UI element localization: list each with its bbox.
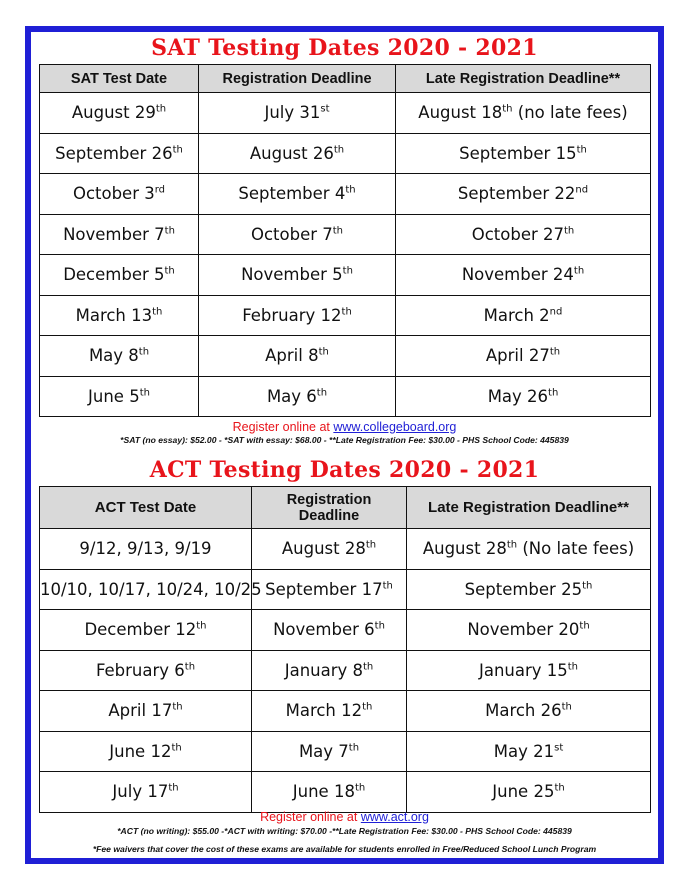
ordinal-suffix: th [502, 103, 513, 115]
sat-cell-late-deadline [396, 336, 651, 377]
ordinal-suffix: th [196, 620, 207, 632]
cell-text: August 18 [418, 103, 503, 123]
ordinal-suffix: nd [575, 184, 589, 196]
table-row [40, 772, 651, 813]
act-cell-late-deadline [407, 772, 651, 813]
sat-register-line [31, 420, 658, 434]
sat-cell-registration-deadline [199, 295, 396, 336]
ordinal-suffix: th [362, 701, 373, 713]
ordinal-suffix: th [582, 580, 593, 592]
ordinal-suffix: th [567, 661, 579, 673]
ordinal-suffix: th [354, 782, 366, 794]
sat-cell-registration-deadline [199, 133, 396, 174]
cell-text: February 12 [242, 305, 342, 325]
ordinal-suffix: th [184, 661, 196, 673]
cell-text: September 26 [55, 143, 173, 163]
sat-cell-test-date [40, 255, 199, 296]
ordinal-suffix: th [342, 265, 353, 277]
cell-text: August 26 [249, 143, 334, 163]
ordinal-suffix: th [554, 782, 565, 794]
sat-cell-test-date [40, 336, 199, 377]
ordinal-suffix: th [171, 742, 182, 754]
cell-text: September 17 [265, 579, 383, 599]
table-row [40, 336, 651, 377]
act-register-line [31, 810, 658, 824]
cell-text: June 12 [109, 741, 172, 761]
cell-text: November 5 [241, 265, 343, 285]
sat-title: SAT Testing Dates 2020 - 2021 [151, 35, 538, 61]
ordinal-suffix: th [576, 144, 587, 156]
act-cell-test-date [40, 610, 252, 651]
cell-text: January 8 [284, 660, 364, 680]
cell-note: (No late fees) [517, 539, 635, 559]
cell-text: April 27 [485, 346, 550, 366]
cell-text: November 24 [461, 265, 574, 285]
ordinal-suffix: th [168, 782, 179, 794]
ordinal-suffix: th [341, 306, 352, 318]
act-header-test-date: ACT Test Date [40, 487, 252, 529]
cell-text: May 6 [266, 386, 317, 406]
cell-text: August 29 [71, 103, 156, 123]
cell-text: July 31 [264, 103, 321, 123]
cell-text: February 6 [95, 660, 185, 680]
act-cell-test-date [40, 650, 252, 691]
cell-text: April 8 [265, 346, 319, 366]
sat-cell-registration-deadline [199, 174, 396, 215]
ordinal-suffix: rd [154, 184, 166, 196]
act-cell-test-date [40, 529, 252, 570]
ordinal-suffix: th [333, 144, 345, 156]
ordinal-suffix: th [548, 387, 559, 399]
table-row [40, 569, 651, 610]
sat-cell-late-deadline [396, 214, 651, 255]
cell-text: March 13 [75, 305, 153, 325]
act-cell-late-deadline [407, 610, 651, 651]
act-register-link[interactable]: www.act.org [360, 810, 429, 824]
fee-waiver-note: *Fee waivers that cover the cost of these exams are available for students enrolled in Free/Reduced School Lunch Program [92, 844, 597, 854]
ordinal-suffix: th [139, 387, 150, 399]
act-cell-registration-deadline [252, 610, 407, 651]
act-cell-test-date [40, 731, 252, 772]
act-header-late-registration-deadline: Late Registration Deadline** [407, 487, 651, 529]
ordinal-suffix: th [573, 265, 585, 277]
sat-cell-late-deadline [396, 174, 651, 215]
sat-register-text: Register online at [232, 420, 334, 434]
sat-register-link[interactable]: www.collegeboard.org [333, 420, 457, 434]
act-cell-registration-deadline [252, 650, 407, 691]
cell-text: September 22 [457, 184, 576, 204]
ordinal-suffix: th [579, 620, 590, 632]
cell-text: June 18 [292, 782, 355, 802]
sat-cell-late-deadline [396, 376, 651, 417]
act-register-text: Register online at [260, 810, 361, 824]
table-row [40, 610, 651, 651]
ordinal-suffix: st [554, 742, 564, 754]
sat-cell-registration-deadline [199, 214, 396, 255]
cell-text: November 20 [467, 620, 580, 640]
table-row [40, 650, 651, 691]
table-row [40, 93, 651, 134]
cell-text: 10/10, 10/17, 10/24, 10/25 [40, 579, 262, 599]
act-cell-late-deadline [407, 569, 651, 610]
ordinal-suffix: th [316, 387, 328, 399]
ordinal-suffix: st [320, 103, 330, 115]
sat-cell-test-date [40, 133, 199, 174]
ordinal-suffix: th [138, 346, 150, 358]
cell-text: November 6 [273, 620, 375, 640]
sat-fine-print: *SAT (no essay): $52.00 - *SAT with essay: $68.00 - **Late Registration Fee: $30.00 - PHS School Code: 445839 [120, 435, 569, 445]
ordinal-suffix: nd [549, 306, 563, 318]
ordinal-suffix: th [164, 265, 175, 277]
ordinal-suffix: th [345, 184, 356, 196]
cell-text: September 15 [459, 143, 577, 163]
act-fine-print: *ACT (no writing): $55.00 -*ACT with writing: $70.00 -**Late Registration Fee: $30.00 - PHS School Code: 445839 [117, 826, 572, 836]
act-cell-test-date [40, 772, 252, 813]
cell-text: October 27 [471, 224, 564, 244]
act-cell-late-deadline [407, 529, 651, 570]
table-row [40, 133, 651, 174]
table-row [40, 174, 651, 215]
cell-text: December 12 [84, 620, 197, 640]
sat-header-registration-deadline: Registration Deadline [199, 65, 396, 93]
table-row [40, 255, 651, 296]
cell-text: November 7 [63, 224, 165, 244]
act-cell-registration-deadline [252, 529, 407, 570]
cell-text: June 25 [492, 782, 555, 802]
cell-text: May 7 [298, 741, 349, 761]
act-cell-late-deadline [407, 731, 651, 772]
sat-cell-late-deadline [396, 93, 651, 134]
sat-cell-test-date [40, 376, 199, 417]
cell-text: September 25 [464, 579, 583, 599]
ordinal-suffix: th [382, 580, 393, 592]
act-cell-test-date [40, 691, 252, 732]
act-cell-registration-deadline [252, 772, 407, 813]
sat-cell-test-date [40, 295, 199, 336]
cell-text: September 4 [238, 184, 346, 204]
cell-note: (no late fees) [512, 103, 628, 123]
cell-text: March 26 [485, 701, 562, 721]
ordinal-suffix: th [363, 661, 374, 673]
ordinal-suffix: th [332, 225, 344, 237]
ordinal-suffix: th [564, 225, 575, 237]
sat-cell-registration-deadline [199, 376, 396, 417]
cell-text: May 26 [487, 386, 549, 406]
ordinal-suffix: th [348, 742, 360, 754]
cell-text: May 21 [493, 741, 555, 761]
sat-cell-late-deadline [396, 295, 651, 336]
ordinal-suffix: th [172, 144, 183, 156]
sat-table [39, 64, 651, 417]
sat-cell-test-date [40, 93, 199, 134]
act-cell-test-date [40, 569, 262, 610]
act-header-row [40, 487, 651, 529]
cell-text: March 12 [285, 701, 363, 721]
cell-text: May 8 [88, 346, 139, 366]
sat-header-late-registration-deadline: Late Registration Deadline** [396, 65, 651, 93]
sat-cell-registration-deadline [199, 255, 396, 296]
sat-cell-test-date [40, 214, 199, 255]
sat-header-test-date: SAT Test Date [40, 65, 199, 93]
table-row [40, 295, 651, 336]
cell-text: April 17 [108, 701, 173, 721]
act-title: ACT Testing Dates 2020 - 2021 [149, 457, 540, 483]
cell-text: December 5 [63, 265, 165, 285]
sat-header-row [40, 65, 651, 93]
ordinal-suffix: th [561, 701, 572, 713]
cell-text: January 15 [478, 660, 568, 680]
ordinal-suffix: th [172, 701, 183, 713]
ordinal-suffix: th [318, 346, 329, 358]
cell-text: July 17 [112, 782, 169, 802]
act-cell-late-deadline [407, 650, 651, 691]
act-cell-registration-deadline [252, 731, 407, 772]
table-row [40, 376, 651, 417]
ordinal-suffix: th [549, 346, 561, 358]
table-row [40, 691, 651, 732]
ordinal-suffix: th [155, 103, 167, 115]
cell-text: August 28 [281, 539, 366, 559]
act-header-registration-deadline: Registration Deadline [252, 487, 407, 529]
sat-cell-test-date [40, 174, 199, 215]
table-row [40, 214, 651, 255]
sat-cell-registration-deadline [199, 336, 396, 377]
table-row [40, 529, 651, 570]
ordinal-suffix: th [152, 306, 163, 318]
act-cell-late-deadline [407, 691, 651, 732]
cell-text: October 3 [72, 184, 155, 204]
sat-cell-late-deadline [396, 255, 651, 296]
ordinal-suffix: th [164, 225, 175, 237]
act-table [39, 486, 651, 813]
cell-text: October 7 [250, 224, 333, 244]
sat-cell-late-deadline [396, 133, 651, 174]
cell-text: March 2 [483, 305, 550, 325]
ordinal-suffix: th [374, 620, 385, 632]
ordinal-suffix: th [365, 539, 377, 551]
act-cell-registration-deadline [252, 691, 407, 732]
cell-text: August 28 [422, 539, 507, 559]
act-cell-registration-deadline [252, 569, 407, 610]
cell-text: June 5 [88, 386, 140, 406]
sat-cell-registration-deadline [199, 93, 396, 134]
page-frame [25, 26, 664, 864]
table-row [40, 731, 651, 772]
cell-text: 9/12, 9/13, 9/19 [79, 539, 212, 559]
ordinal-suffix: th [506, 539, 518, 551]
